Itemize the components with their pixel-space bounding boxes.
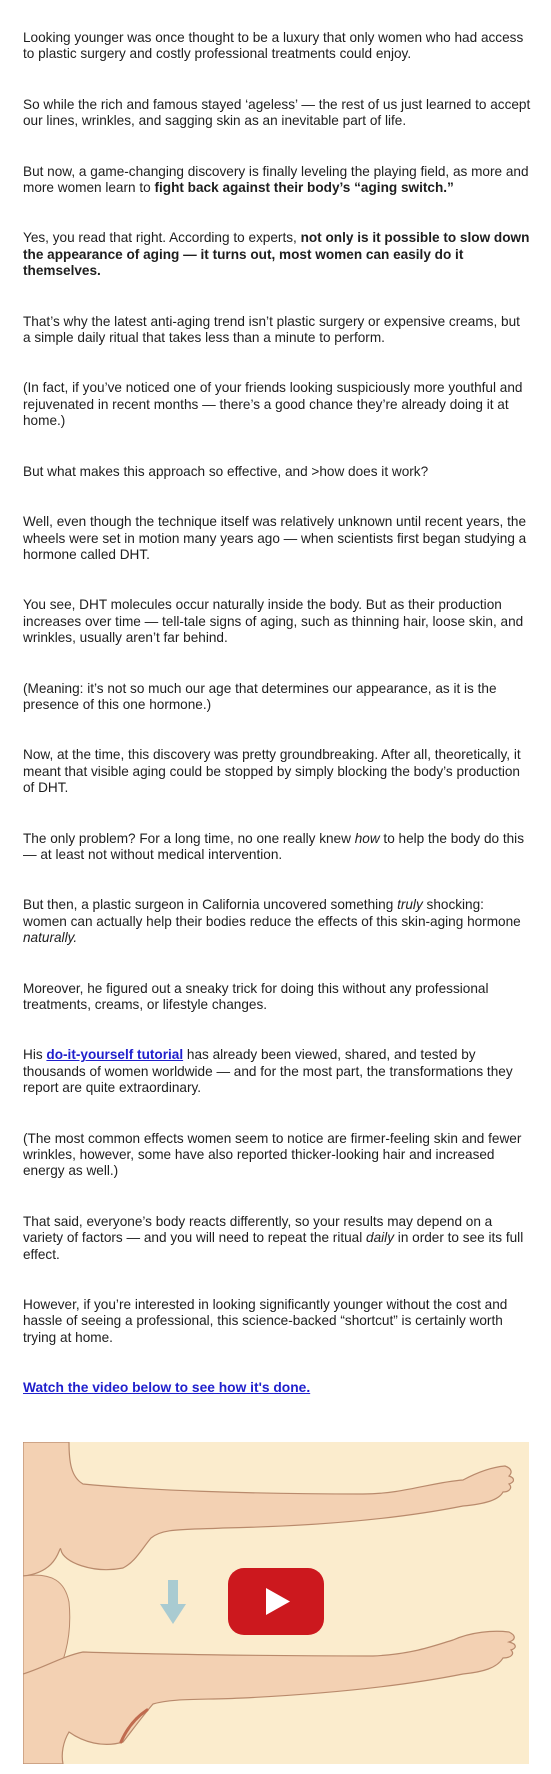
paragraph-1: [23, 30, 531, 63]
paragraph-6-text: (In fact, if you’ve noticed one of your friends looking suspiciously more youthful and rejuvenated in recent months — there’s a good chance they’re already doing it at home.): [23, 380, 523, 429]
video-thumbnail[interactable]: [23, 1442, 529, 1764]
paragraph-17-italic: daily: [366, 1230, 395, 1246]
paragraph-12-italic: how: [354, 830, 380, 846]
paragraph-12: [23, 831, 531, 864]
paragraph-13: [23, 897, 531, 946]
paragraph-8: [23, 514, 531, 563]
paragraph-9-text: You see, DHT molecules occur naturally inside the body. But as their production increases over time — tell-tale signs of aging, such as thinning hair, loose skin, and wrinkles, usually aren’t far behind.: [23, 597, 524, 646]
paragraph-7: [23, 464, 531, 480]
watch-video-link[interactable]: Watch the video below to see how it's done.: [23, 1380, 311, 1396]
paragraph-10-text: (Meaning: it’s not so much our age that determines our appearance, as it is the presence of this one hormone.): [23, 680, 497, 712]
paragraph-3: [23, 164, 531, 197]
down-arrow-icon: [160, 1580, 186, 1624]
paragraph-10: [23, 681, 531, 714]
paragraph-8-text: Well, even though the technique itself was relatively unknown until recent years, the wheels were set in motion many years ago — when scientists first began studying a hormone called DHT.: [23, 514, 527, 562]
paragraph-14-text: Moreover, he figured out a sneaky trick for doing this without any professional treatments, creams, or lifestyle changes.: [23, 980, 489, 1012]
paragraph-5-text: That’s why the latest anti-aging trend isn’t plastic surgery or expensive creams, but a simple daily ritual that takes less than a minute to perform.: [23, 313, 520, 346]
paragraph-13-italic-end: naturally.: [23, 930, 78, 946]
lower-arm-after: [23, 1631, 515, 1764]
paragraph-2-text: So while the rich and famous stayed ‘ageless’ — the rest of us just learned to accept our lines, wrinkles, and sagging skin as an inevitable part of life.: [23, 96, 531, 129]
paragraph-15-text-end: has already been viewed, shared, and tested by thousands of women worldwide — and for the most part, the transformations they report are quite extraordinary.: [23, 1047, 513, 1096]
paragraph-11-text: Now, at the time, this discovery was pretty groundbreaking. After all, theoretically, it meant that visible aging could be stopped by simply blocking the body’s production of DHT.: [23, 747, 521, 796]
paragraph-7-text: But what makes this approach so effective, and >how does it work?: [23, 463, 429, 479]
paragraph-6: [23, 380, 531, 429]
upper-arm-before: [23, 1442, 514, 1576]
paragraph-17: [23, 1214, 531, 1263]
paragraph-1-text: Looking younger was once thought to be a luxury that only women who had access to plastic surgery and costly professional treatments could enjoy.: [23, 30, 524, 62]
paragraph-3-bold: fight back against their body’s “aging switch.”: [154, 180, 454, 196]
paragraph-17-text: That said, everyone’s body reacts differently, so your results may depend on a variety of factors — and you will need to repeat the ritual: [23, 1213, 493, 1246]
paragraph-13-italic: truly: [397, 897, 423, 913]
paragraph-2: [23, 97, 531, 130]
paragraph-4-bold: not only is it possible to slow down the appearance of aging — it turns out, most women can easily do it themselves.: [23, 230, 530, 279]
paragraph-17-text-end: in order to see its full effect.: [23, 1230, 524, 1262]
paragraph-4-text: Yes, you read that right. According to experts,: [23, 230, 301, 246]
paragraph-11: [23, 747, 531, 796]
paragraph-5: [23, 314, 531, 347]
paragraph-12-text: The only problem? For a long time, no one really knew: [23, 830, 355, 846]
paragraph-13-text: But then, a plastic surgeon in California uncovered something: [23, 897, 398, 913]
tutorial-link[interactable]: do-it-yourself tutorial: [46, 1047, 184, 1063]
play-button[interactable]: [228, 1568, 324, 1635]
paragraph-12-text-end: to help the body do this — at least not without medical intervention.: [23, 830, 525, 862]
paragraph-18-text: However, if you’re interested in looking significantly younger without the cost and hassle of seeing a professional, this science-backed “shortcut” is certainly worth trying at home.: [23, 1297, 508, 1345]
paragraph-15-text: His: [23, 1047, 47, 1063]
paragraph-9: [23, 597, 531, 646]
paragraph-14: [23, 981, 531, 1014]
paragraph-18: [23, 1297, 531, 1346]
paragraph-3-text: But now, a game-changing discovery is finally leveling the playing field, as more and more women learn to: [23, 163, 529, 196]
paragraph-15: [23, 1047, 531, 1096]
paragraph-4: [23, 230, 531, 279]
cta-paragraph: [23, 1380, 531, 1396]
paragraph-16-text: (The most common effects women seem to notice are firmer-feeling skin and fewer wrinkles, however, some have also reported thicker-looking hair and increased energy as well.): [23, 1130, 522, 1179]
article-body: [23, 30, 531, 1397]
paragraph-16: [23, 1131, 531, 1180]
paragraph-13-text-mid: shocking: women can actually help their bodies reduce the effects of this skin-aging hormone: [23, 897, 521, 929]
play-icon: [228, 1568, 324, 1635]
